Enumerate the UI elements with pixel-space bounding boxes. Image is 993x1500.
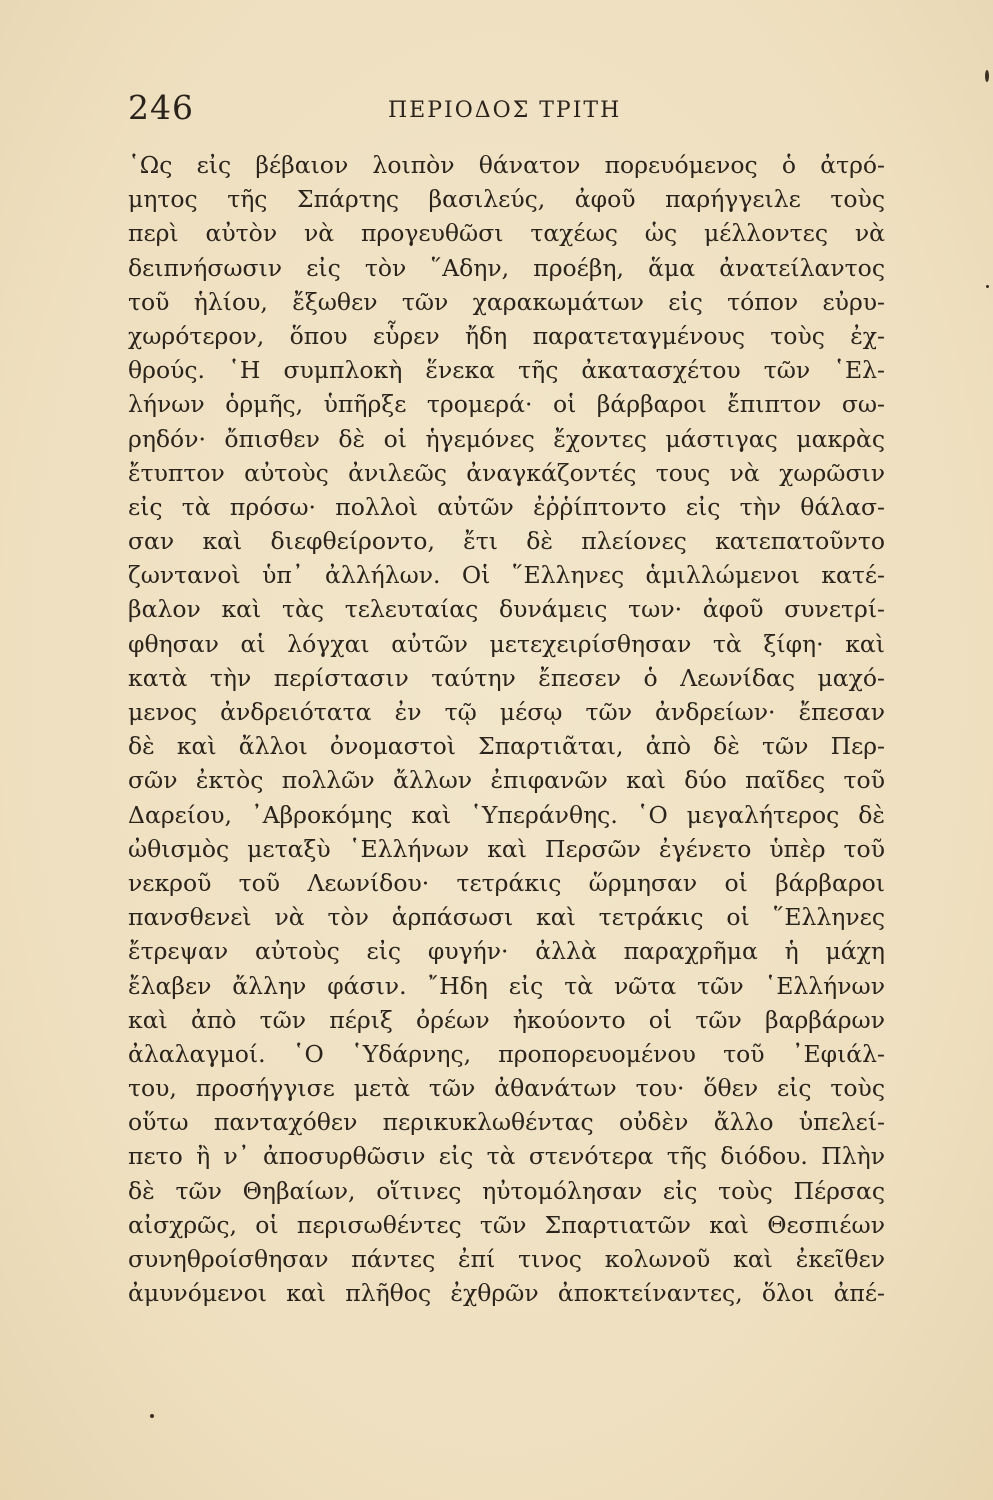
text-line: λήνων ὁρμῆς, ὑπῆρξε τρομερά· οἱ βάρβαροι ἔπιπτον σω- xyxy=(128,390,885,419)
paper-speck xyxy=(150,1414,154,1418)
body-text xyxy=(128,148,885,1310)
text-line: καὶ ἀπὸ τῶν πέριξ ὀρέων ἠκούοντο οἱ τῶν βαρβάρων xyxy=(128,1005,885,1034)
text-line: ἔλαβεν ἄλλην φάσιν. ῎Ηδη εἰς τὰ νῶτα τῶν ῾Ελλήνων xyxy=(128,971,885,1000)
text-line: δὲ καὶ ἄλλοι ὀνομαστοὶ Σπαρτιᾶται, ἀπὸ δὲ τῶν Περ- xyxy=(128,732,885,761)
text-line: δειπνήσωσιν εἰς τὸν ῞Αδην, προέβη, ἅμα ἀνατείλαντος xyxy=(128,253,885,282)
text-line: μενος ἀνδρειότατα ἐν τῷ μέσῳ τῶν ἀνδρείων· ἔπεσαν xyxy=(128,698,885,726)
text-line: εἰς τὰ πρόσω· πολλοὶ αὐτῶν ἐῤῥίπτοντο εἰς τὴν θάλασ- xyxy=(128,492,885,521)
text-line: ῾Ως εἰς βέβαιον λοιπὸν θάνατον πορευόμενος ὁ ἀτρό- xyxy=(128,151,885,179)
text-line: περὶ αὐτὸν νὰ προγευθῶσι ταχέως ὡς μέλλοντες νὰ xyxy=(128,219,885,248)
text-line: ρηδόν· ὄπισθεν δὲ οἱ ἡγεμόνες ἔχοντες μάστιγας μακρὰς xyxy=(128,424,885,453)
text-line: Δαρείου, ᾿Αβροκόμης καὶ ῾Υπεράνθης. ῾Ο μεγαλήτερος δὲ xyxy=(128,800,885,829)
text-line: ἀλαλαγμοί. ῾Ο ῾Υδάρνης, προπορευομένου τοῦ ᾿Εφιάλ- xyxy=(128,1039,885,1068)
text-line: ὠθισμὸς μεταξὺ ῾Ελλήνων καὶ Περσῶν ἐγένετο ὑπὲρ τοῦ xyxy=(128,834,885,863)
page-header xyxy=(128,88,885,138)
text-line: του, προσήγγισε μετὰ τῶν ἀθανάτων του· ὅθεν εἰς τοὺς xyxy=(128,1074,885,1103)
text-line: συνηθροίσθησαν πάντες ἐπί τινος κολωνοῦ καὶ ἐκεῖθεν xyxy=(128,1245,885,1273)
text-line: αἰσχρῶς, οἱ περισωθέντες τῶν Σπαρτιατῶν καὶ Θεσπιέων xyxy=(128,1210,885,1239)
text-line: μητος τῆς Σπάρτης βασιλεύς, ἀφοῦ παρήγγειλε τοὺς xyxy=(128,185,885,214)
text-line: ἔτυπτον αὐτοὺς ἀνιλεῶς ἀναγκάζοντές τους νὰ χωρῶσιν xyxy=(128,458,885,487)
text-line: πετο ἢ ν᾽ ἀποσυρθῶσιν εἰς τὰ στενότερα τῆς διόδου. Πλὴν xyxy=(128,1142,885,1171)
text-line: νεκροῦ τοῦ Λεωνίδου· τετράκις ὥρμησαν οἱ βάρβαροι xyxy=(128,868,885,897)
text-line: σαν καὶ διεφθείροντο, ἔτι δὲ πλείονες κατεπατοῦντο xyxy=(128,527,885,556)
text-line: βαλον καὶ τὰς τελευταίας δυνάμεις των· ἀφοῦ συνετρί- xyxy=(128,595,885,624)
page-number: 246 xyxy=(128,88,194,127)
text-line: τοῦ ἡλίου, ἔξωθεν τῶν χαρακωμάτων εἰς τόπον εὐρυ- xyxy=(128,287,885,316)
text-line: κατὰ τὴν περίστασιν ταύτην ἔπεσεν ὁ Λεωνίδας μαχό- xyxy=(128,663,885,692)
text-line: δὲ τῶν Θηβαίων, οἵτινες ηὐτομόλησαν εἰς τοὺς Πέρσας xyxy=(128,1176,885,1205)
text-line: φθησαν αἱ λόγχαι αὐτῶν μετεχειρίσθησαν τὰ ξίφη· καὶ xyxy=(128,629,885,658)
running-head: ΠΕΡΙΟΔΟΣ ΤΡΙΤΗ xyxy=(388,98,622,123)
text-line: χωρότερον, ὅπου εὗρεν ἤδη παρατεταγμένους τοὺς ἐχ- xyxy=(128,321,885,350)
text-line: σῶν ἐκτὸς πολλῶν ἄλλων ἐπιφανῶν καὶ δύο παῖδες τοῦ xyxy=(128,766,885,795)
text-line: πανσθενεὶ νὰ τὸν ἁρπάσωσι καὶ τετράκις οἱ ῞Ελληνες xyxy=(128,903,885,932)
text-line: ἀμυνόμενοι καὶ πλῆθος ἐχθρῶν ἀποκτείναντες, ὅλοι ἀπέ- xyxy=(128,1279,885,1308)
text-line: οὕτω πανταχόθεν περικυκλωθέντας οὐδὲν ἄλλο ὑπελεί- xyxy=(128,1108,885,1137)
paper-speck xyxy=(986,285,989,288)
text-line: θρούς. ῾Η συμπλοκὴ ἕνεκα τῆς ἀκατασχέτου τῶν ῾Ελ- xyxy=(128,356,885,385)
text-line: ἔτρεψαν αὐτοὺς εἰς φυγήν· ἀλλὰ παραχρῆμα ἡ μάχη xyxy=(128,937,885,966)
text-line: ζωντανοὶ ὑπ᾽ ἀλλήλων. Οἱ ῞Ελληνες ἁμιλλώμενοι κατέ- xyxy=(128,561,885,590)
paper-speck xyxy=(985,70,989,82)
